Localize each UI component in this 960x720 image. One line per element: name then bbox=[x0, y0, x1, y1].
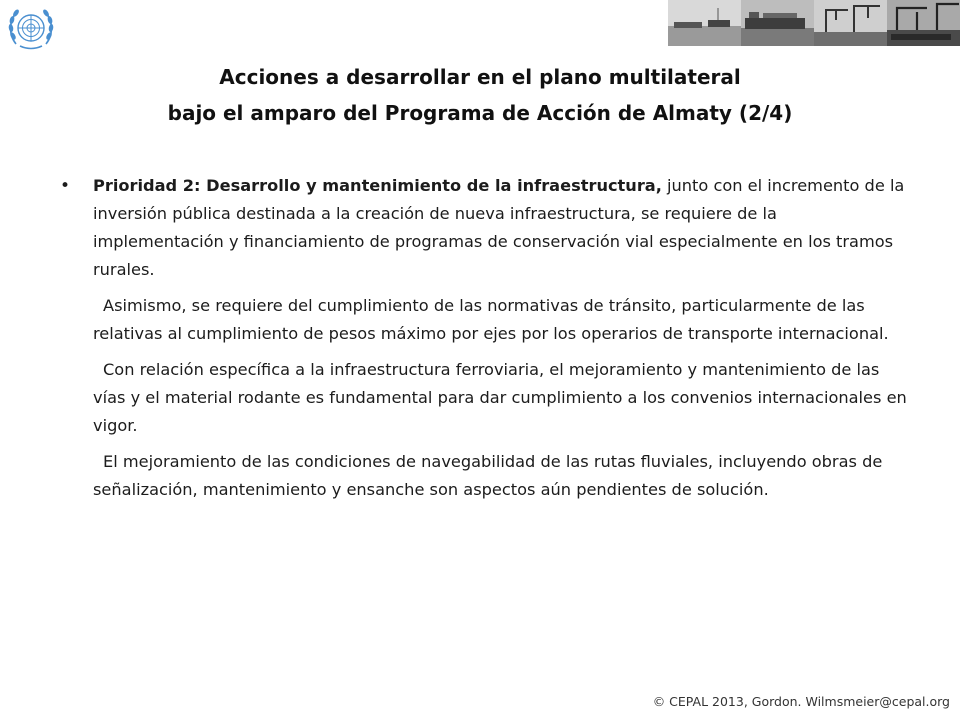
cranes-photo bbox=[814, 0, 887, 46]
header-photo-strip bbox=[668, 0, 960, 46]
bullet-body-text: junto con el incremento de la inversión pública destinada a la creación de nueva infraestructura, se requiere de la implementación y financiamiento de programas de conservación vial especialmente en los tramos rurales. bbox=[93, 176, 905, 279]
bullet-bold-text: Prioridad 2: Desarrollo y mantenimiento de la infraestructura, bbox=[93, 176, 662, 195]
slide-title-line1: Acciones a desarrollar en el plano multilateral bbox=[219, 65, 741, 89]
paragraph-3: Con relación específica a la infraestructura ferroviaria, el mejoramiento y mantenimiento de las vías y el material rodante es fundamental para dar cumplimiento a los convenios internacionales en vigor. bbox=[93, 360, 907, 435]
container-ship-photo bbox=[741, 0, 814, 46]
footer-credit: © CEPAL 2013, Gordon. Wilmsmeier@cepal.org bbox=[652, 694, 950, 709]
bullet-icon: • bbox=[60, 176, 71, 196]
port-terminal-photo bbox=[887, 0, 960, 46]
paragraph-2: Asimismo, se requiere del cumplimiento de las normativas de tránsito, particularmente de las relativas al cumplimiento de pesos máximo por ejes por los operarios de transporte internacional. bbox=[93, 296, 889, 343]
slide-body bbox=[60, 172, 910, 512]
bullet-paragraph bbox=[60, 172, 910, 284]
slide-title-line2: bajo el amparo del Programa de Acción de Almaty (2/4) bbox=[167, 101, 793, 125]
harbor-ships-photo bbox=[668, 0, 741, 46]
un-emblem-icon bbox=[6, 4, 56, 54]
paragraph-4: El mejoramiento de las condiciones de navegabilidad de las rutas fluviales, incluyendo obras de señalización, mantenimiento y ensanche son aspectos aún pendientes de solución. bbox=[93, 452, 883, 499]
